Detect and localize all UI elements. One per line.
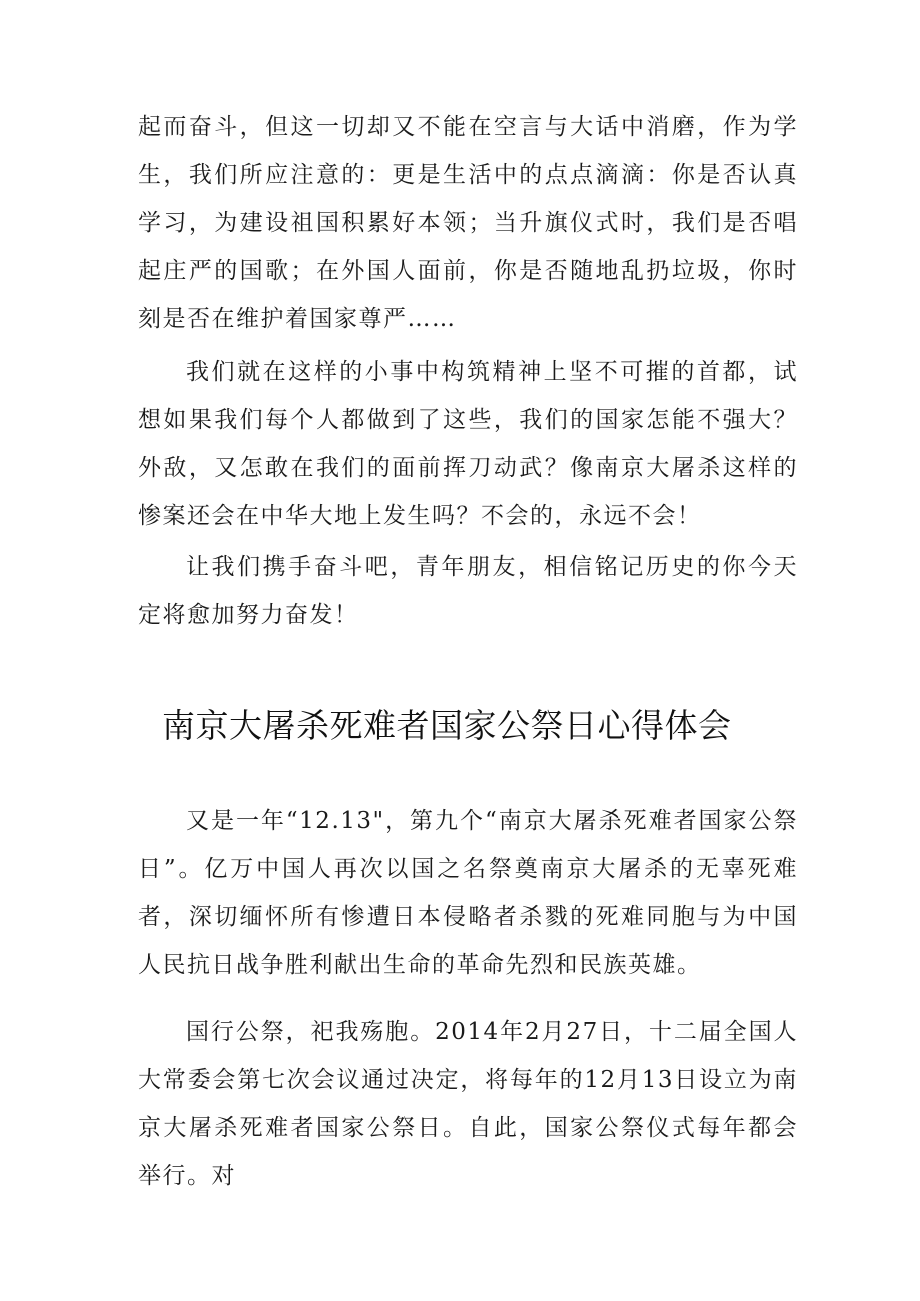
paragraph-student-duty: 起而奋斗，但这一切却又不能在空言与大话中消磨，作为学生，我们所应注意的：更是生活中的点点滴滴：你是否认真学习，为建设祖国积累好本领；当升旗仪式时，我们是否唱起庄严的国歌；在外国人面前，你是否随地乱扔垃圾，你时刻是否在维护着国家尊严…… bbox=[138, 114, 798, 332]
paragraph-memorial-day: 又是一年“12.13"，第九个“南京大屠杀死难者国家公祭日”。亿万中国人再次以国之名祭奠南京大屠杀的无辜死难者，深切缅怀所有惨遭日本侵略者杀戮的死难同胞与为中国人民抗日战争胜利献出生命的革命先烈和民族英雄。 bbox=[138, 808, 798, 978]
article-title: 南京大屠杀死难者国家公祭日心得体会 bbox=[162, 706, 732, 745]
paragraph-national-ceremony: 国行公祭，祀我殇胞。2014年2月27日，十二届全国人大常委会第七次会议通过决定，将每年的12月13日设立为南京大屠杀死难者国家公祭日。自此，国家公祭仪式每年都会举行。对 bbox=[138, 1019, 798, 1189]
paragraph-small-things: 我们就在这样的小事中构筑精神上坚不可摧的首都，试想如果我们每个人都做到了这些，我们的国家怎能不强大？外敌，又怎敢在我们的面前挥刀动武？像南京大屠杀这样的惨案还会在中华大地上发生吗？不会的，永远不会！ bbox=[138, 359, 798, 529]
paragraph-call-to-action: 让我们携手奋斗吧，青年朋友，相信铭记历史的你今天定将愈加努力奋发！ bbox=[138, 554, 798, 628]
